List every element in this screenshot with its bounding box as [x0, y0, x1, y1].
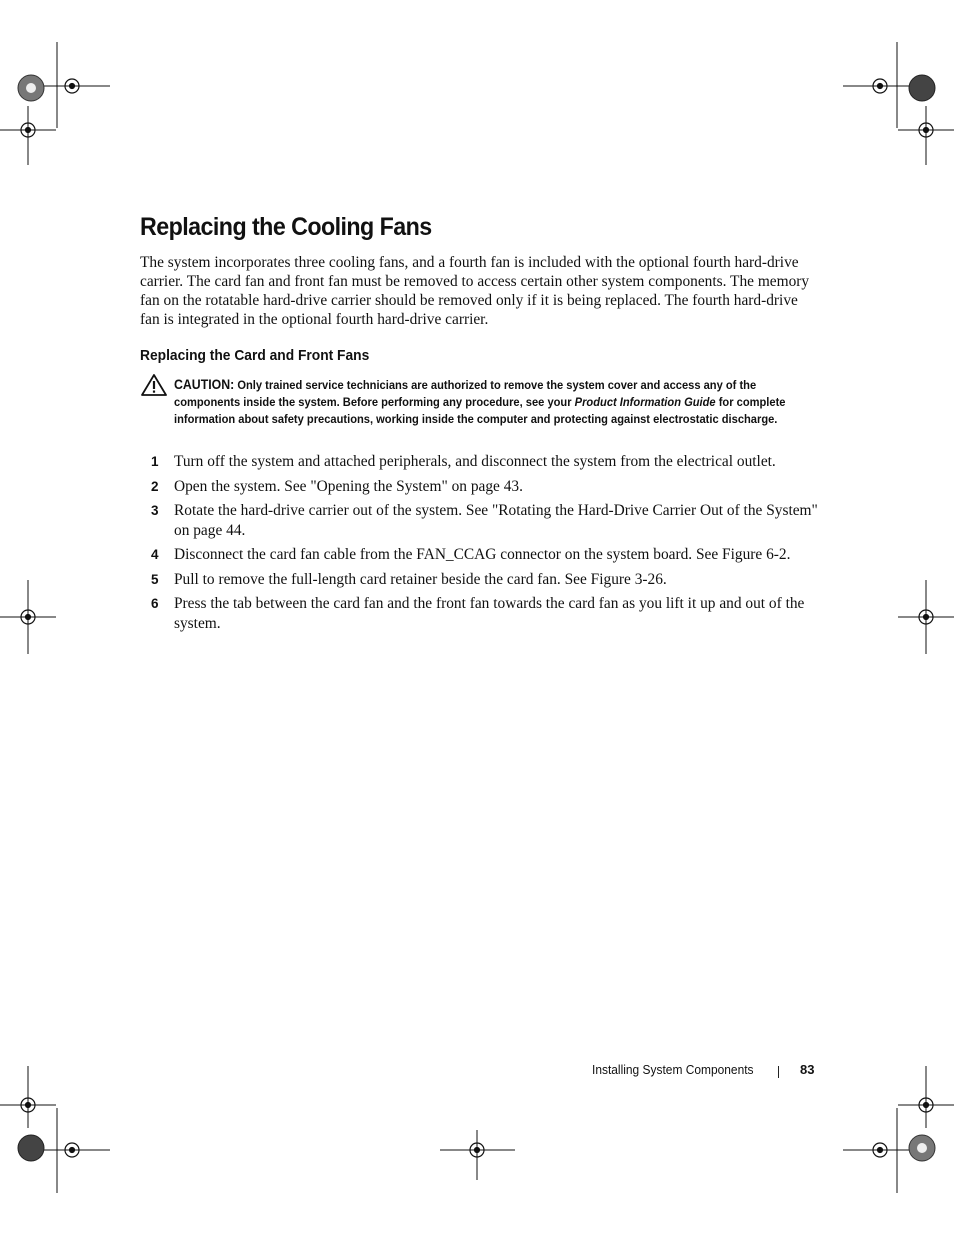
- step-text: Open the system. See "Opening the System" on page 43.: [174, 477, 523, 495]
- step-text: Turn off the system and attached peripherals, and disconnect the system from the electrical outlet.: [174, 453, 776, 470]
- step-item: [140, 477, 820, 497]
- warning-triangle-icon: [140, 373, 168, 397]
- step-text: Press the tab between the card fan and the front fan towards the card fan as you lift it up and out of the system.: [174, 595, 805, 632]
- page-footer: [592, 1062, 816, 1080]
- step-number: 1: [151, 454, 159, 469]
- footer-section-title: Installing System Components: [592, 1062, 754, 1077]
- step-text: Rotate the hard-drive carrier out of the system. See "Rotating the Hard-Drive Carrier Out of the System" on page 44.: [174, 502, 818, 539]
- footer-divider: [778, 1066, 779, 1078]
- step-number: 4: [151, 547, 159, 562]
- caution-text-after: for complete information about safety precautions, working inside the computer and protecting against electrostatic discharge.: [174, 395, 786, 426]
- step-text: Pull to remove the full-length card retainer beside the card fan. See Figure 3-26.: [174, 570, 667, 588]
- step-item: [140, 594, 820, 633]
- intro-paragraph: The system incorporates three cooling fans, and a fourth fan is included with the optional fourth hard-drive carrier. The card fan and front fan must be removed to access certain other system components. The memory fan on the rotatable hard-drive carrier should be removed only if it is being replaced. The fourth hard-drive fan is integrated in the optional fourth hard-drive carrier.: [140, 254, 810, 328]
- step-number: 3: [151, 503, 159, 518]
- step-number: 6: [151, 596, 159, 611]
- caution-label: CAUTION:: [174, 377, 235, 392]
- page-title: Replacing the Cooling Fans: [140, 213, 432, 241]
- step-number: 5: [151, 571, 159, 587]
- page-number: 83: [800, 1062, 815, 1077]
- steps-list: [140, 452, 820, 638]
- caution-text-before: Only trained service technicians are authorized to remove the system cover and access any of the components inside the system. Before performing any procedure, see your: [174, 378, 757, 409]
- caution-emphasis: Product Information Guide: [574, 395, 716, 409]
- step-text: Disconnect the card fan cable from the FAN_CCAG connector on the system board. See Figure 6-2.: [174, 546, 791, 563]
- step-item: [140, 501, 820, 540]
- caution-text: [174, 376, 792, 428]
- section-subtitle: Replacing the Card and Front Fans: [140, 347, 370, 364]
- step-item: [140, 545, 820, 565]
- step-item: [140, 452, 820, 472]
- step-number: 2: [151, 478, 159, 494]
- caution-notice: [140, 373, 820, 453]
- step-item: [140, 570, 820, 590]
